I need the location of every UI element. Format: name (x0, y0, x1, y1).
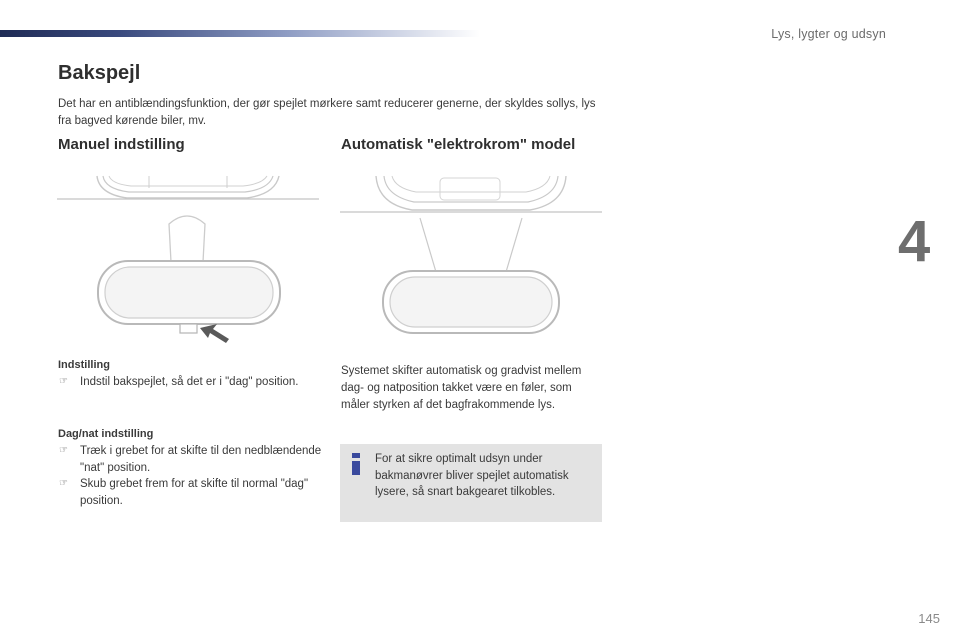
automatic-description: Systemet skifter automatisk og gradvist mellem dag- og natposition takket være en føler, som måler styrken af det bagfrakommende lys. (341, 365, 582, 411)
page-title: Bakspejl (58, 62, 141, 84)
intro-text: Det har en antiblændingsfunktion, der gør spejlet mørkere samt reducerer generne, der skyldes sollys, lys fra bagved kørende biler, mv. (58, 98, 596, 127)
pointing-hand-icon: ☞ (59, 445, 68, 456)
list-item (58, 443, 328, 476)
list-item-text: Indstil bakspejlet, så det er i "dag" position. (80, 376, 299, 388)
daynight-heading: Dag/nat indstilling (58, 428, 154, 440)
manual-section-title: Manuel indstilling (58, 136, 185, 153)
info-text: For at sikre optimalt udsyn under bakmanøvrer bliver spejlet automatisk lysere, så snart bakgearet tilkobles. (375, 453, 569, 498)
info-box (340, 444, 602, 522)
automatic-section-title: Automatisk "elektrokrom" model (341, 136, 576, 153)
pointing-hand-icon: ☞ (59, 376, 68, 387)
adjust-list (58, 374, 328, 391)
page-number: 145 (918, 611, 940, 626)
daynight-list (58, 443, 328, 509)
list-item-text: Træk i grebet for at skifte til den nedblændende "nat" position. (80, 445, 322, 474)
chapter-number: 4 (898, 209, 931, 274)
automatic-mirror-illustration (340, 172, 602, 344)
manual-mirror-illustration (57, 172, 319, 344)
info-icon (352, 453, 361, 475)
list-item (58, 476, 328, 509)
list-item-text: Skub grebet frem for at skifte til normal "dag" position. (80, 478, 309, 507)
header-gradient-bar (0, 30, 480, 37)
section-header: Lys, lygter og udsyn (771, 27, 886, 41)
pointing-hand-icon: ☞ (59, 478, 68, 489)
adjust-heading: Indstilling (58, 359, 110, 371)
arrow-icon (200, 324, 229, 343)
list-item (58, 374, 328, 391)
